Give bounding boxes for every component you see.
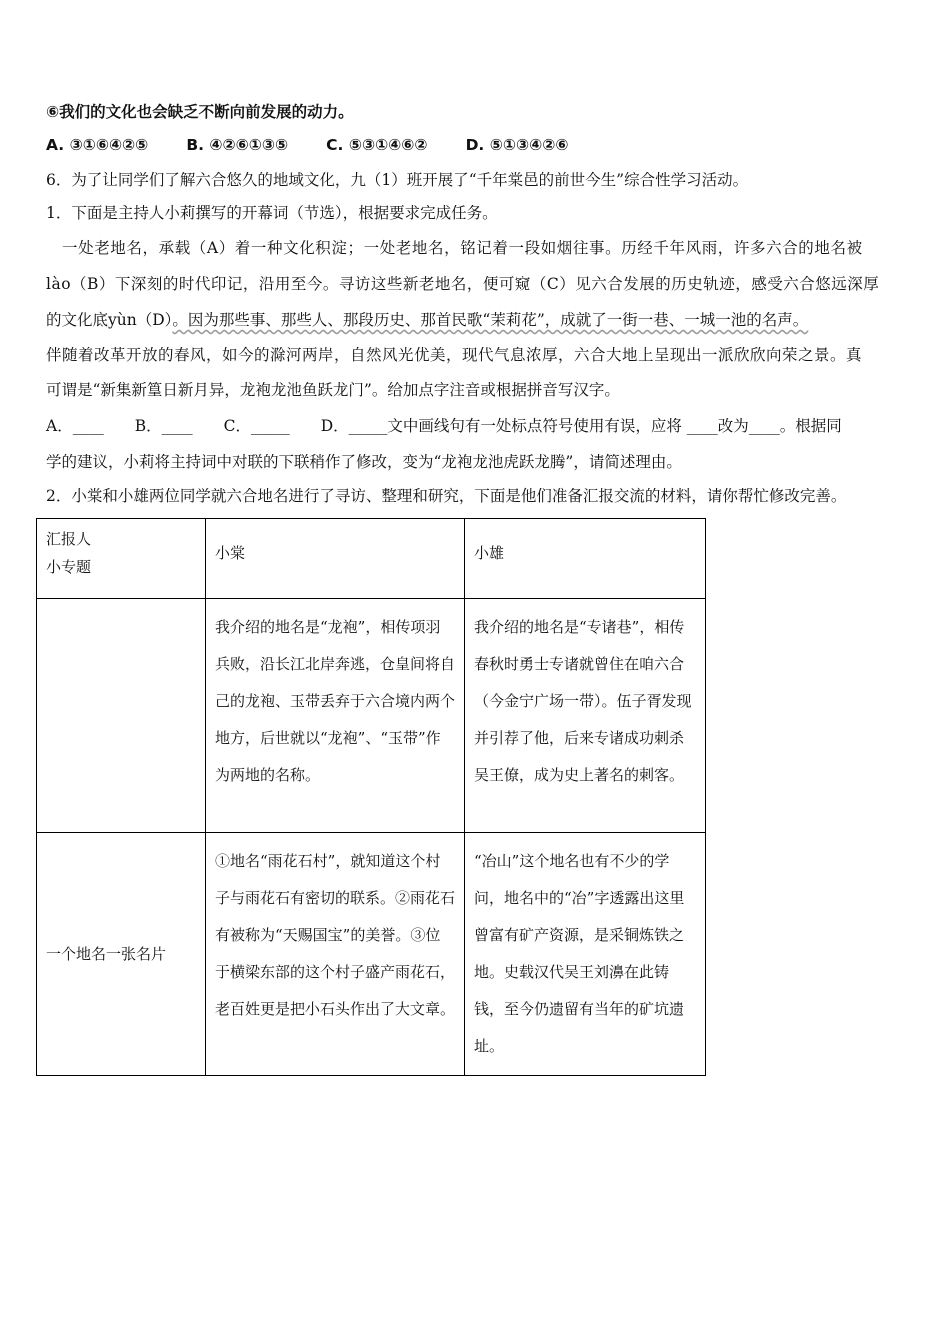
header-xiaotang: 小棠 [206, 519, 465, 599]
sub-question-1: 1．下面是主持人小莉撰写的开幕词（节选），根据要求完成任务。 [46, 204, 498, 222]
header-reporter: 汇报人 [46, 530, 92, 548]
content-cell: “冶山”这个地名也有不少的学问，地名中的“冶”字透露出这里曾富有矿产资源，是采铜炼铁之地。史载汉代吴王刘濞在此铸钱，至今仍遗留有当年的矿坑遗址。 [465, 833, 706, 1076]
content-cell: 我介绍的地名是“专诸巷”，相传春秋时勇士专诸就曾住在咱六合（今金宁广场一带）。伍子胥发现并引荐了他，后来专诸成功刺杀吴王僚，成为史上著名的刺客。 [465, 599, 706, 833]
answer-options [46, 135, 606, 155]
passage-line [46, 310, 808, 330]
content-cell: ①地名“雨花石村”，就知道这个村子与雨花石有密切的联系。②雨花石有被称为“天赐国宝”的美誉。③位于横梁东部的这个村子盛产雨花石，老百姓更是把小石头作出了大文章。 [206, 833, 465, 1076]
header-cell [37, 519, 206, 599]
topic-cell: 一个地名一张名片 [37, 833, 206, 1076]
option-a: A. ③①⑥④②⑤ [46, 136, 149, 154]
option-6-text: ⑥我们的文化也会缺乏不断向前发展的动力。 [46, 103, 354, 121]
underlined-sentence: 。因为那些事、那些人、那段历史、那首民歌“茉莉花”，成就了一街一巷、一城一池的名声。 [172, 311, 809, 329]
blanks-line: A．____ B．____ C．_____ D．_____文中画线句有一处标点符号使用有误，应将 ____改为____。根据同 [46, 417, 842, 435]
passage-text: 的文化底yùn（D） [46, 311, 173, 329]
option-c: C. ⑤③①④⑥② [326, 136, 428, 154]
passage-line: 学的建议，小莉将主持词中对联的下联稍作了修改，变为“龙袍龙池虎跃龙腾”，请简述理由。 [46, 453, 682, 471]
question-6: 6．为了让同学们了解六合悠久的地域文化，九（1）班开展了“千年棠邑的前世今生”综合性学习活动。 [46, 171, 749, 189]
content-cell: 我介绍的地名是“龙袍”，相传项羽兵败，沿长江北岸奔逃，仓皇间将自己的龙袍、玉带丢弃于六合境内两个地方，后世就以“龙袍”、“玉带”作为两地的名称。 [206, 599, 465, 833]
header-topic: 小专题 [46, 558, 92, 576]
option-d: D. ⑤①③④②⑥ [465, 136, 569, 154]
passage-line: lào（B）下深刻的时代印记，沿用至今。寻访这些新老地名，便可窥（C）见六合发展的历史轨迹，感受六合悠远深厚 [46, 275, 880, 293]
topic-cell [37, 599, 206, 833]
passage-line: 可谓是“新集新篁日新月异，龙袍龙池鱼跃龙门”。给加点字注音或根据拼音写汉字。 [46, 381, 620, 399]
option-b: B. ④②⑥①③⑤ [186, 136, 289, 154]
sub-question-2: 2．小棠和小雄两位同学就六合地名进行了寻访、整理和研究，下面是他们准备汇报交流的材料，请你帮忙修改完善。 [46, 487, 847, 505]
header-xiaoxiong: 小雄 [465, 519, 706, 599]
passage-line: 伴随着改革开放的春风，如今的滁河两岸，自然风光优美，现代气息浓厚，六合大地上呈现出一派欣欣向荣之景。真 [46, 346, 863, 364]
passage-line: 一处老地名，承载（A）着一种文化积淀；一处老地名，铭记着一段如烟往事。历经千年风雨，许多六合的地名被 [62, 239, 863, 257]
report-table [36, 518, 706, 1076]
